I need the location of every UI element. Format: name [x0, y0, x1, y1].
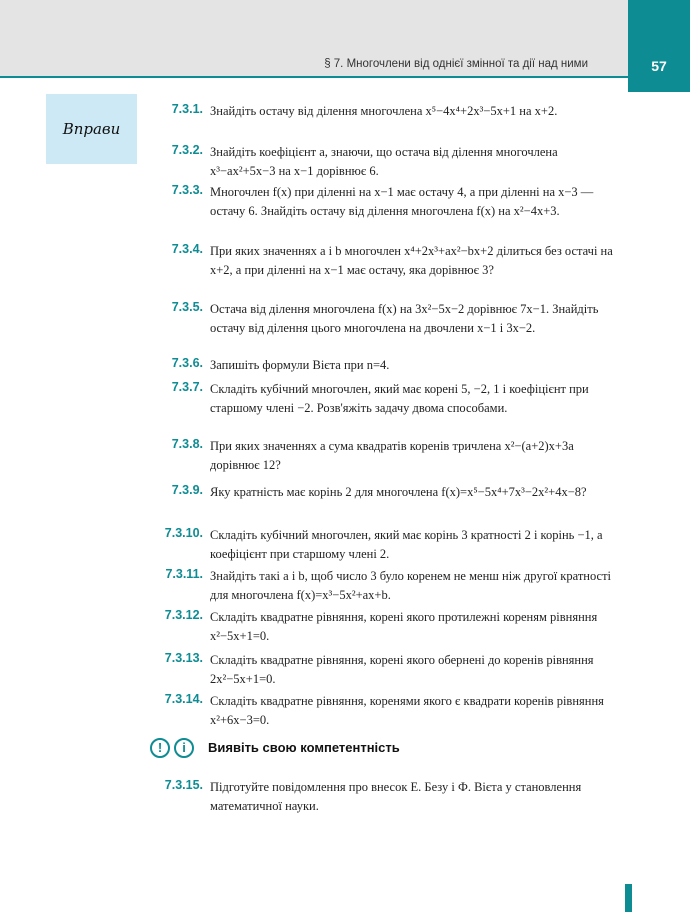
exercise-text: Знайдіть такі a і b, щоб число 3 було коренем не менш ніж другої кратності для многочлена f(x)=x³−5x²+ax+b. [210, 569, 612, 602]
exercise-text: При яких значеннях a і b многочлен x⁴+2x³+ax²−bx+2 ділиться без остачі на x+2, а при діленні на x−1 має остачу, яка дорівнює 3? [210, 244, 613, 277]
exercise-number: 7.3.2. [171, 143, 203, 157]
info-icon: i [174, 738, 194, 758]
exercise-number: 7.3.13. [164, 651, 203, 665]
exercise-number: 7.3.11. [165, 567, 203, 581]
section-label: Вправи [62, 120, 121, 138]
exercise-number: 7.3.3. [171, 183, 203, 197]
exercise-number: 7.3.12. [164, 608, 203, 622]
exercise-number: 7.3.8. [171, 437, 203, 451]
exercise-number: 7.3.10. [164, 526, 203, 540]
exercise-text: Знайдіть коефіцієнт a, знаючи, що остача від ділення многочлена x³−ax²+5x−3 на x−1 дорівнює 6. [210, 145, 558, 178]
exclamation-icon: ! [150, 738, 170, 758]
exercise-text: Знайдіть остачу від ділення многочлена x⁵−4x⁴+2x³−5x+1 на x+2. [210, 104, 558, 118]
exercise-number: 7.3.9. [171, 483, 203, 497]
page-number-tab [628, 0, 690, 92]
exercise-number: 7.3.4. [171, 242, 203, 256]
exercise-text: Складіть квадратне рівняння, коренями якого є квадрати коренів рівняння x²+6x−3=0. [210, 694, 604, 727]
exercise-number: 7.3.6. [171, 356, 203, 370]
exercise-text: Підготуйте повідомлення про внесок Е. Безу і Ф. Вієта у становлення математичної науки. [210, 780, 582, 813]
exercise-text: Многочлен f(x) при діленні на x−1 має остачу 4, а при діленні на x−3 — остачу 6. Знайдіть остачу від ділення многочлена f(x) на x²−4x+3. [210, 185, 594, 218]
exercise-text: При яких значеннях a сума квадратів коренів тричлена x²−(a+2)x+3a дорівнює 12? [210, 439, 574, 472]
exercise-text: Складіть квадратне рівняння, корені якого протилежні кореням рівняння x²−5x+1=0. [210, 610, 598, 643]
exercise-number: 7.3.14. [164, 692, 203, 706]
header-rule [0, 76, 628, 78]
page-number: 57 [651, 58, 667, 74]
exercise-number: 7.3.1. [171, 102, 203, 116]
exercise-text: Складіть квадратне рівняння, корені якого обернені до коренів рівняння 2x²−5x+1=0. [210, 653, 594, 686]
competence-title: Виявіть свою компетентність [208, 740, 400, 755]
page-edge-bar [625, 884, 632, 912]
exercise-number: 7.3.7. [171, 380, 203, 394]
exercise-text: Запишіть формули Вієта при n=4. [210, 358, 390, 372]
exercise-text: Складіть кубічний многочлен, який має корені 5, −2, 1 і коефіцієнт при старшому члені −2. Розв'яжіть задачу двома способами. [210, 382, 589, 415]
exercise-text: Остача від ділення многочлена f(x) на 3x²−5x−2 дорівнює 7x−1. Знайдіть остачу від ділення цього многочлена на двочлени x−1 і 3x−2. [210, 302, 599, 335]
running-head: § 7. Многочлени від однієї змінної та дії над ними [324, 58, 588, 70]
exercise-number: 7.3.15. [164, 778, 203, 792]
exercise-number: 7.3.5. [171, 300, 203, 314]
exercise-text: Яку кратність має корінь 2 для многочлена f(x)=x⁵−5x⁴+7x³−2x²+4x−8? [210, 485, 587, 499]
exercise-text: Складіть кубічний многочлен, який має корінь 3 кратності 2 і корінь −1, а коефіцієнт при старшому члені 2. [210, 528, 603, 561]
